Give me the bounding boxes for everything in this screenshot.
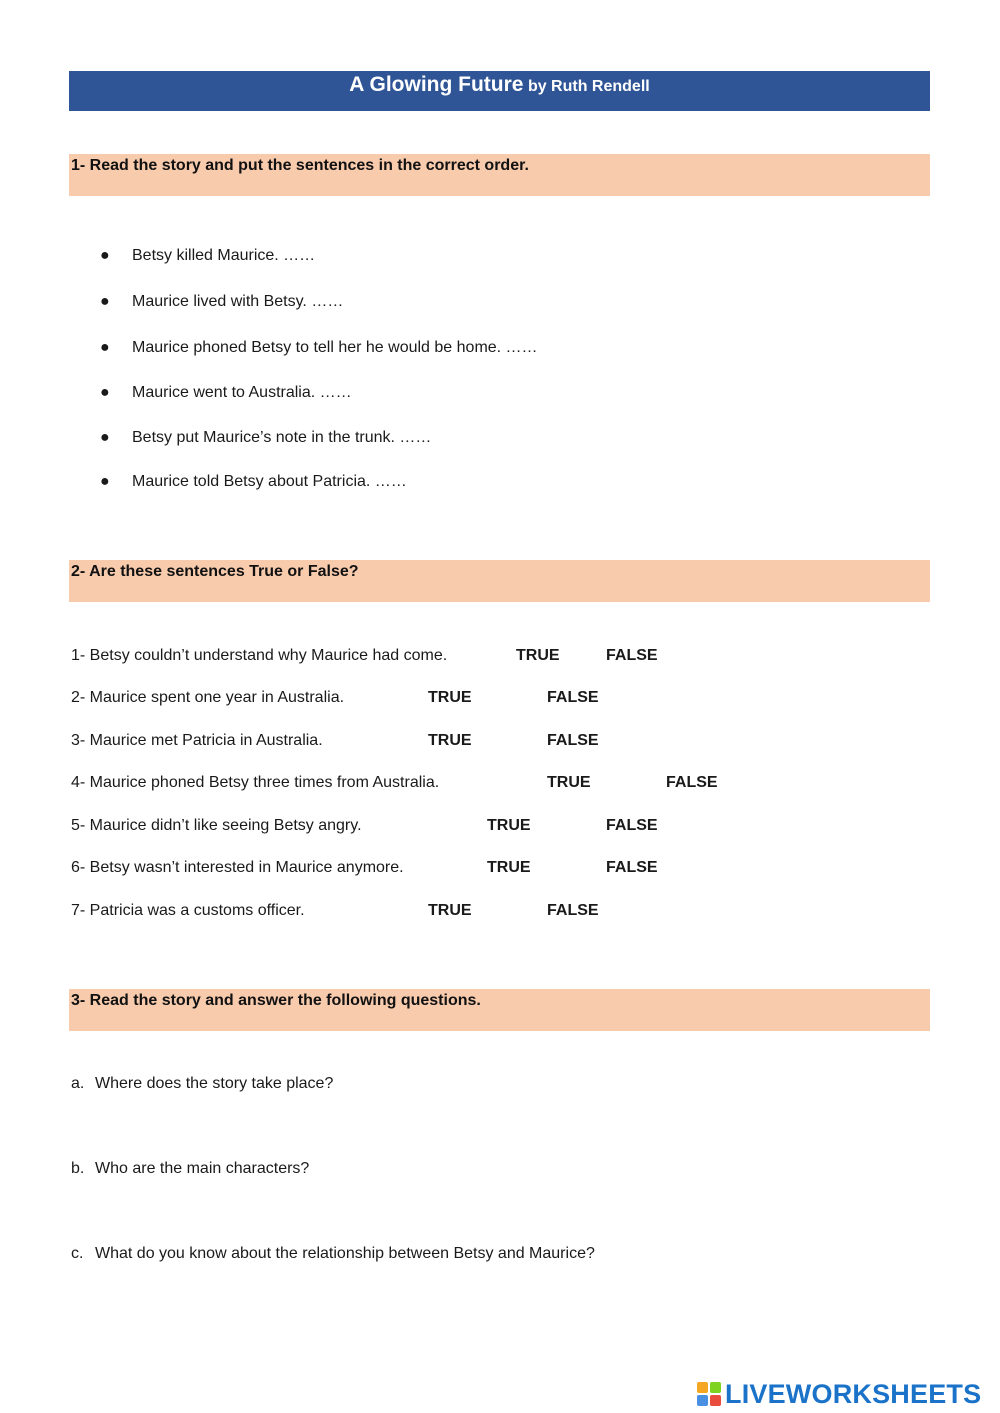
order-item-text: Betsy put Maurice’s note in the trunk. …… — [132, 429, 432, 446]
true-option[interactable]: TRUE — [428, 689, 472, 706]
question-text: What do you know about the relationship between Betsy and Maurice? — [95, 1245, 595, 1262]
false-option[interactable]: FALSE — [547, 902, 599, 919]
order-item-text: Maurice phoned Betsy to tell her he would be home. …… — [132, 339, 538, 356]
worksheet-title: A Glowing Future — [349, 73, 524, 96]
order-item-text: Betsy killed Maurice. …… — [132, 247, 316, 264]
order-item-text: Maurice lived with Betsy. …… — [132, 293, 344, 310]
question-letter: b. — [71, 1160, 85, 1177]
section-3-heading: 3- Read the story and answer the following questions. — [69, 989, 930, 1031]
tf-statement: 2- Maurice spent one year in Australia. — [71, 689, 345, 706]
liveworksheets-logo[interactable] — [697, 1379, 981, 1409]
question-letter: a. — [71, 1075, 85, 1092]
true-option[interactable]: TRUE — [487, 817, 531, 834]
false-option[interactable]: FALSE — [547, 732, 599, 749]
bullet-icon: ● — [100, 473, 110, 490]
tf-statement: 6- Betsy wasn’t interested in Maurice anymore. — [71, 859, 404, 876]
tf-statement: 7- Patricia was a customs officer. — [71, 902, 305, 919]
false-option[interactable]: FALSE — [666, 774, 718, 791]
bullet-icon: ● — [100, 429, 110, 446]
bullet-icon: ● — [100, 339, 110, 356]
order-item-text: Maurice went to Australia. …… — [132, 384, 352, 401]
worksheet-author: by Ruth Rendell — [527, 78, 650, 95]
tf-statement: 1- Betsy couldn’t understand why Maurice had come. — [71, 647, 448, 664]
question-text: Where does the story take place? — [95, 1075, 334, 1092]
false-option[interactable]: FALSE — [606, 817, 658, 834]
bullet-icon: ● — [100, 384, 110, 401]
question-c — [71, 1245, 595, 1263]
false-option[interactable]: FALSE — [606, 859, 658, 876]
false-option[interactable]: FALSE — [547, 689, 599, 706]
question-a — [71, 1075, 333, 1093]
bullet-icon: ● — [100, 247, 110, 264]
false-option[interactable]: FALSE — [606, 647, 658, 664]
tf-statement: 5- Maurice didn’t like seeing Betsy angry. — [71, 817, 362, 834]
true-option[interactable]: TRUE — [516, 647, 560, 664]
logo-text: LIVEWORKSHEETS — [725, 1378, 982, 1409]
worksheet-title-bar — [69, 71, 930, 111]
question-b — [71, 1160, 309, 1178]
order-item-text: Maurice told Betsy about Patricia. …… — [132, 473, 407, 490]
true-option[interactable]: TRUE — [428, 732, 472, 749]
true-option[interactable]: TRUE — [487, 859, 531, 876]
true-option[interactable]: TRUE — [547, 774, 591, 791]
true-option[interactable]: TRUE — [428, 902, 472, 919]
question-text: Who are the main characters? — [95, 1160, 310, 1177]
section-2-heading: 2- Are these sentences True or False? — [69, 560, 930, 602]
tf-statement: 3- Maurice met Patricia in Australia. — [71, 732, 323, 749]
tf-statement: 4- Maurice phoned Betsy three times from Australia. — [71, 774, 440, 791]
bullet-icon: ● — [100, 293, 110, 310]
liveworksheets-logo-icon — [697, 1382, 721, 1406]
question-letter: c. — [71, 1245, 84, 1262]
section-1-heading: 1- Read the story and put the sentences in the correct order. — [69, 154, 930, 196]
